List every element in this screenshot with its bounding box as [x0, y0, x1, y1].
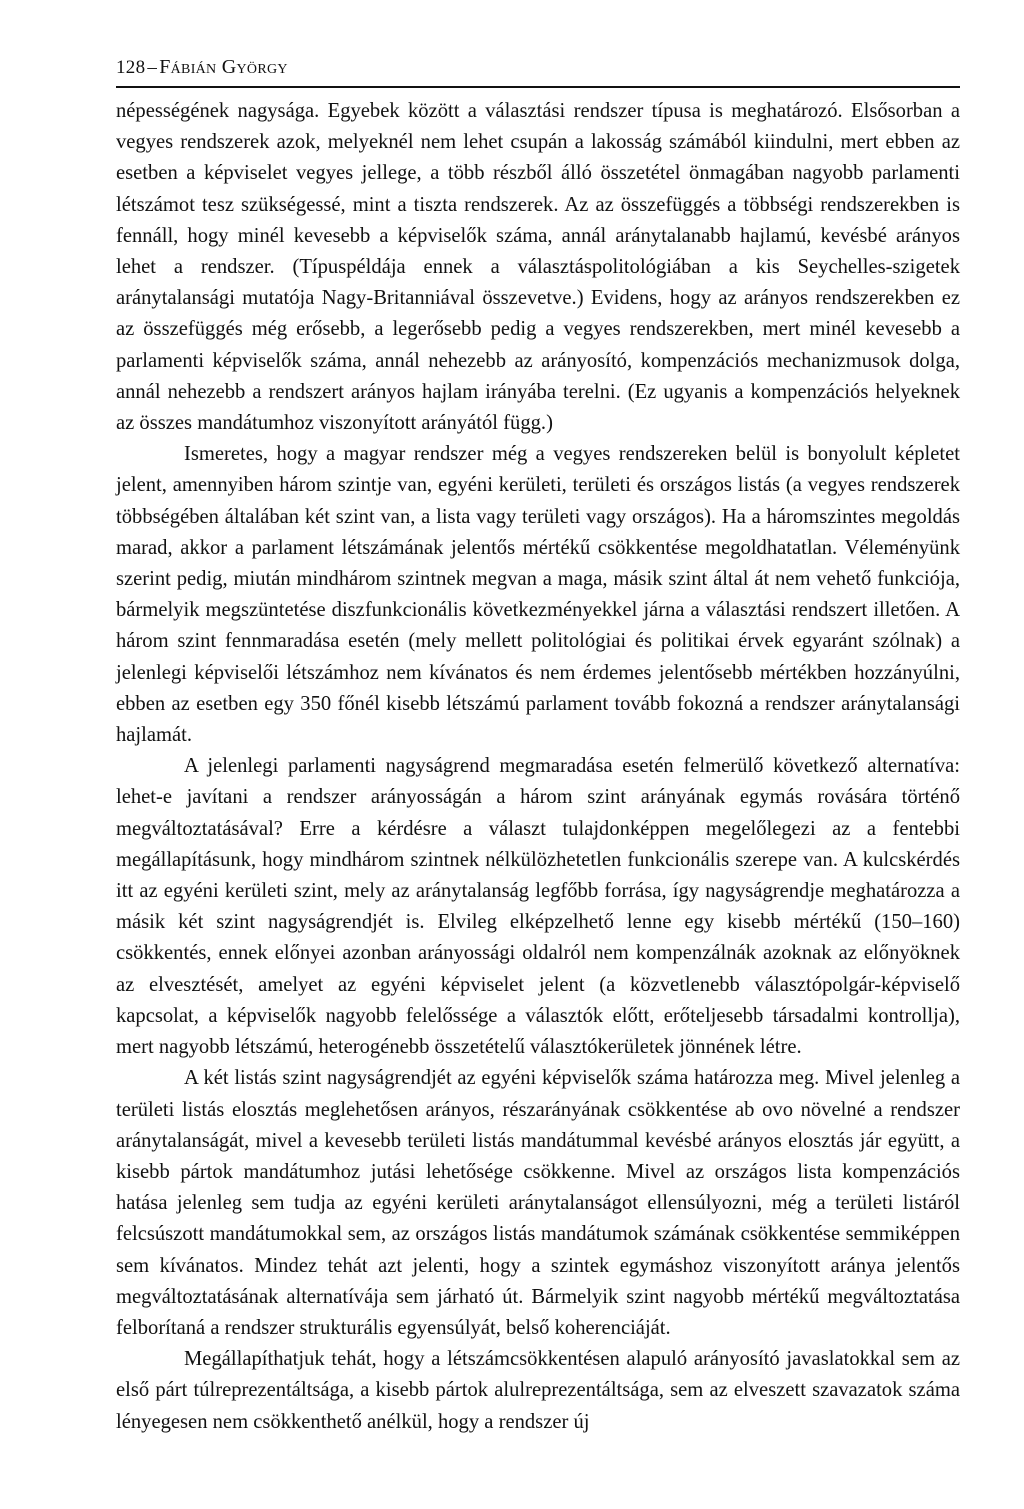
page-number: 128: [116, 57, 146, 78]
header-author: Fábián György: [159, 56, 288, 78]
running-header: [116, 52, 960, 88]
paragraph-3: A jelenlegi parlamenti nagyságrend megmaradása esetén felmerülő következő alternatíva: lehet-e javítani a rendszer arányosságán a három szint arányának egymás rovására történő megváltoztatásával? Erre a kérdésre a választ tulajdonképpen megelőlegezi az a fentebbi megállapításunk, hogy mindhárom szintnek nélkülözhetetlen funkcionális szerepe van. A kulcskérdés itt az egyéni kerületi szint, mely az aránytalanság legfőbb forrása, így nagyságrendje meghatározza a másik két szint nagyságrendjét is. Elvileg elképzelhető lenne egy kisebb mértékű (150–160) csökkentés, ennek előnyei azonban arányossági oldalról nem kompenzálnák azoknak az előnyöknek az elvesztését, amelyet az egyéni képviselet jelent (a közvetlenebb választópolgár-képviselő kapcsolat, a képviselők nagyobb felelőssége a választók előtt, erőteljesebb társadalmi kontrollja), mert nagyobb létszámú, heterogénebb összetételű választókerületek jönnének létre.: [116, 755, 960, 1059]
page-content: [116, 52, 960, 1438]
header-separator: –: [147, 57, 158, 78]
paragraph-5: Megállapíthatjuk tehát, hogy a létszámcsökkentésen alapuló arányosító javaslatokkal sem az első párt túlreprezentáltsága, a kisebb pártok alulreprezentáltsága, sem az elveszett szavazatok száma lényegesen nem csökkenthető anélkül, hogy a rendszer új: [116, 1348, 960, 1433]
paragraph-4: A két listás szint nagyságrendjét az egyéni képviselők száma határozza meg. Mivel jelenleg a területi listás elosztás meglehetősen arányos, részarányának csökkentése ab ovo növelné a rendszer aránytalanságát, mivel a kevesebb területi listás mandátummal kevésbé arányos elosztás jár együtt, a kisebb pártok mandátumhoz jutási lehetősége csökkenne. Mivel az országos lista kompenzációs hatása jelenleg sem tudja az egyéni kerületi aránytalanságot ellensúlyozni, még a területi listáról felcsúszott mandátumokkal sem, az országos listás mandátumok számának csökkentése semmiképpen sem kívánatos. Mindez tehát azt jelenti, hogy a szintek egymáshoz viszonyított aránya jelentős megváltoztatásának alternatívája sem járható út. Bármelyik szint nagyobb mértékű megváltoztatása felborítaná a rendszer strukturális egyensúlyát, belső koherenciáját.: [116, 1067, 960, 1339]
body-text: [116, 96, 960, 1438]
paragraph-2: Ismeretes, hogy a magyar rendszer még a vegyes rendszereken belül is bonyolult képletet jelent, amennyiben három szintje van, egyéni kerületi, területi és országos listás (a vegyes rendszerek többségében általában két szint van, a lista vagy területi vagy országos). Ha a háromszintes megoldás marad, akkor a parlament létszámának jelentős mértékű csökkentése megoldhatatlan. Véleményünk szerint pedig, miután mindhárom szintnek megvan a maga, másik szint által át nem vehető funkciója, bármelyik megszüntetése diszfunkcionális következményekkel járna a választási rendszert illetően. A három szint fennmaradása esetén (mely mellett politológiai és politikai érvek egyaránt szólnak) a jelenlegi képviselői létszámhoz nem kívánatos és nem érdemes jelentősebb mértékben hozzányúlni, ebben az esetben egy 350 főnél kisebb létszámú parlament tovább fokozná a rendszer aránytalansági hajlamát.: [116, 443, 960, 747]
paragraph-1: népességének nagysága. Egyebek között a választási rendszer típusa is meghatározó. Elsősorban a vegyes rendszerek azok, melyeknél nem lehet csupán a lakosság számából kiindulni, mert ebben az esetben a képviselet vegyes jellege, a több részből álló összetétel önmagában nagyobb parlamenti létszámot tesz szükségessé, mint a tiszta rendszerek. Az az összefüggés a többségi rendszerekben is fennáll, hogy minél kevesebb a képviselők száma, annál aránytalanabb hajlamú, kevésbé arányos lehet a rendszer. (Típuspéldája ennek a választáspolitológiában a kis Seychelles-szigetek aránytalansági mutatója Nagy-Britanniával összevetve.) Evidens, hogy az arányos rendszerekben ez az összefüggés még erősebb, a legerősebb pedig a vegyes rendszerekben, mert minél kevesebb a parlamenti képviselők száma, annál nehezebb az arányosító, kompenzációs mechanizmusok dolga, annál nehezebb a rendszert arányos hajlam irányába terelni. (Ez ugyanis a kompenzációs helyeknek az összes mandátumhoz viszonyított arányától függ.): [116, 100, 960, 435]
